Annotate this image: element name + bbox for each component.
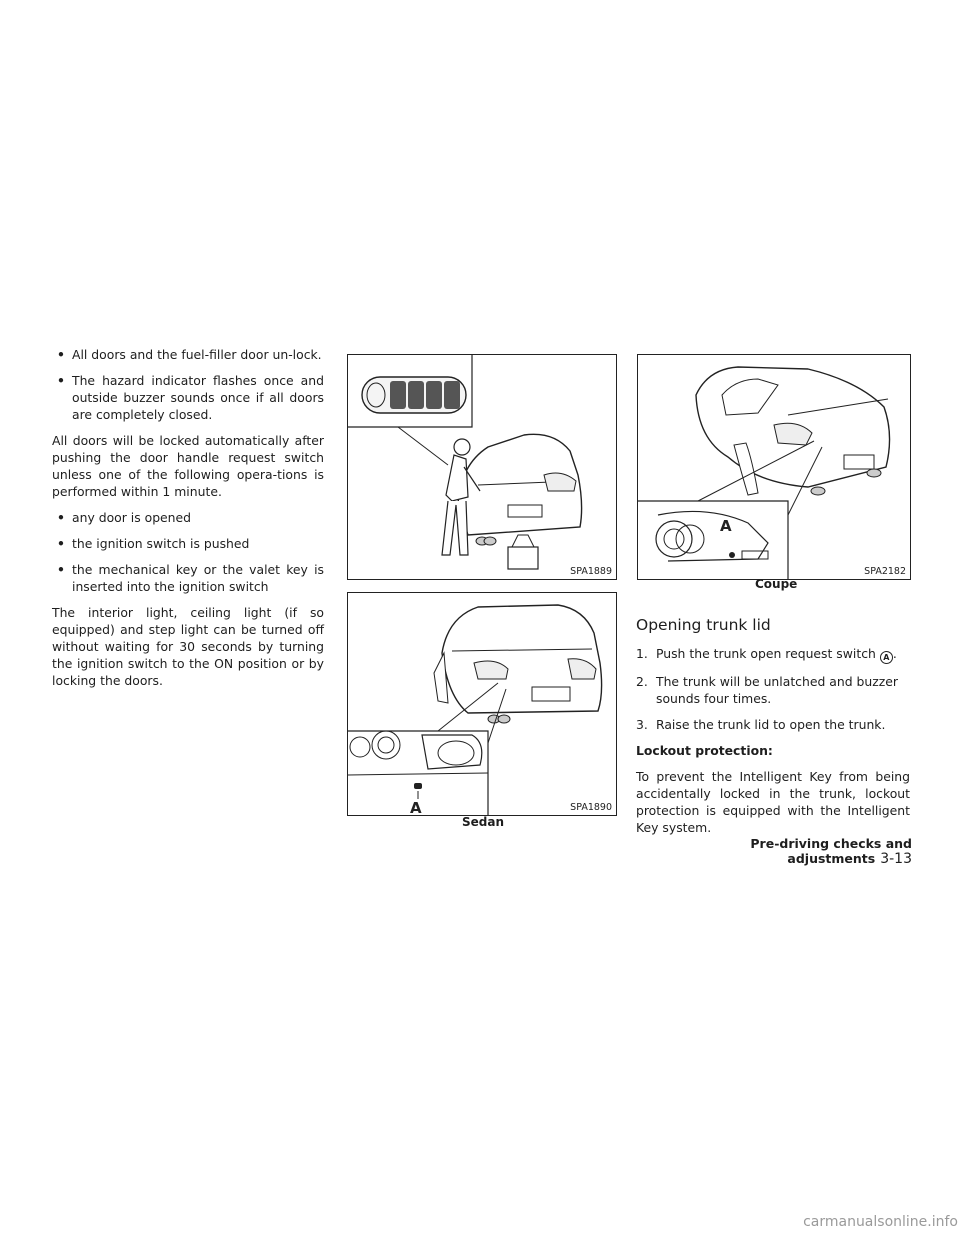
section-heading: Opening trunk lid [636, 616, 771, 634]
callout-a-icon: A [880, 651, 893, 664]
bullet-item: • All doors and the fuel-filler door un-lock. [57, 347, 322, 362]
illustration-sedan-rear [348, 593, 616, 815]
figure-code: SPA1890 [570, 802, 612, 813]
figure-code: SPA2182 [864, 566, 906, 577]
illustration-coupe-rear [638, 355, 910, 579]
illustration-person-opening-trunk [348, 355, 616, 579]
page-number: 3-13 [880, 851, 912, 867]
callout-a-label: A [720, 517, 732, 535]
bullet-item: • any door is opened [57, 510, 192, 525]
watermark: carmanualsonline.info [803, 1214, 958, 1230]
figure-code: SPA1889 [570, 566, 612, 577]
bullet-item: • The hazard indicator flashes once and outside buzzer sounds once if all doors are completely closed. [57, 373, 324, 422]
paragraph: All doors will be locked automatically after pushing the door handle request switch unless one of the following opera-tions is performed within 1 minute. [52, 433, 324, 499]
figure-caption-coupe: Coupe [755, 577, 798, 591]
numbered-step: 1. Push the trunk open request switch A . [636, 646, 897, 662]
figure-sedan-trunk-switch [347, 592, 617, 816]
figure-trunk-request-switch [347, 354, 617, 580]
paragraph: The interior light, ceiling light (if so equipped) and step light can be turned off without waiting for 30 seconds by turning the ignition switch to the ON position or by locking the doors. [52, 605, 324, 688]
numbered-step: 3. Raise the trunk lid to open the trunk. [636, 717, 886, 732]
bullet-item: • the ignition switch is pushed [57, 536, 250, 551]
figure-caption-sedan: Sedan [462, 815, 505, 829]
right-text-column [636, 616, 910, 845]
figure-coupe-trunk-switch [637, 354, 911, 580]
page-footer [650, 836, 912, 867]
callout-a-label: A [410, 799, 422, 815]
bullet-item: • the mechanical key or the valet key is inserted into the ignition switch [57, 562, 324, 594]
paragraph: To prevent the Intelligent Key from being accidentally locked in the trunk, lockout protection is equipped with the Intelligent Key system. [636, 769, 910, 835]
numbered-step: 2. The trunk will be unlatched and buzzer sounds four times. [636, 674, 898, 706]
left-text-column [52, 346, 324, 698]
section-name: Pre-driving checks and adjustments [750, 836, 912, 866]
subheading: Lockout protection: [636, 743, 773, 758]
